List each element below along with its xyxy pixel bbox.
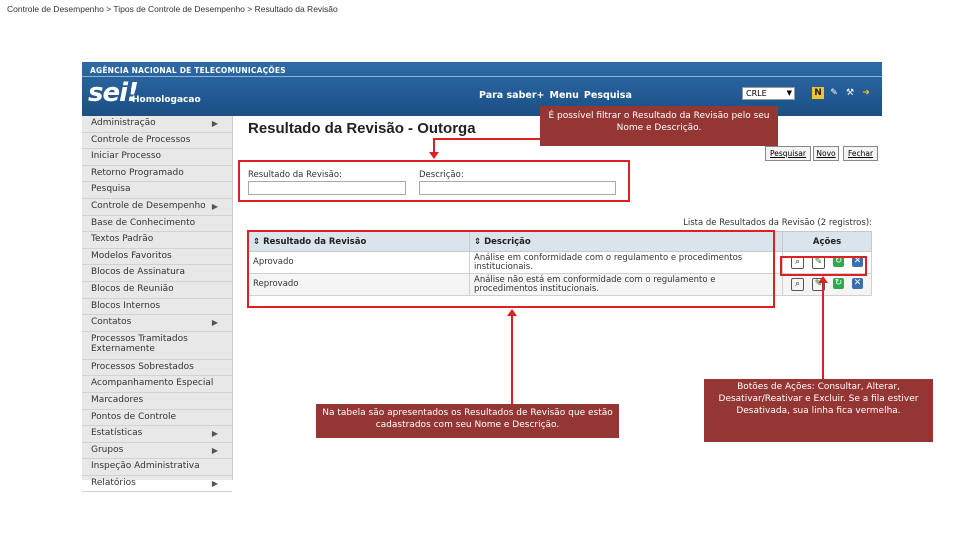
deactivate-icon[interactable]: ↻ xyxy=(834,256,843,266)
sidebar-item-label: Pontos de Controle xyxy=(91,411,177,422)
actions-callout: Botões de Ações: Consultar, Alterar, Desativar/Reativar e Excluir. Se a fila estiver Desativada, sua linha fica vermelha. xyxy=(704,379,933,442)
sidebar-item-label: Base de Conhecimento xyxy=(91,217,196,228)
sidebar-item[interactable] xyxy=(82,149,232,166)
table-callout: Na tabela são apresentados os Resultados de Revisão que estão cadastrados com seu Nome e Descrição. xyxy=(316,404,619,438)
agency-name: AGÊNCIA NACIONAL DE TELECOMUNICAÇÕES xyxy=(90,66,286,75)
sei-logo[interactable]: sei! xyxy=(88,78,138,108)
arrow-up-icon xyxy=(507,309,517,316)
sidebar-item-label: Retorno Programado xyxy=(91,167,184,178)
close-button[interactable]: Fechar xyxy=(843,146,878,161)
sidebar-item-label: Blocos Internos xyxy=(91,300,161,311)
sidebar-item[interactable] xyxy=(82,315,232,332)
chevron-right-icon: ▶ xyxy=(211,429,218,439)
chevron-right-icon: ▶ xyxy=(211,478,218,488)
search-button[interactable]: Pesquisar xyxy=(765,146,811,161)
description-filter-label: Descrição: xyxy=(419,170,464,180)
row-result: Aprovado xyxy=(249,252,470,274)
sidebar-item[interactable] xyxy=(82,116,232,133)
column-header-result[interactable]: ⇕ Resultado da Revisão xyxy=(249,232,470,252)
deactivate-icon[interactable]: ↻ xyxy=(834,278,843,288)
settings-icon[interactable]: ✎ xyxy=(830,88,838,98)
environment-label: Homologacao xyxy=(132,95,201,105)
sidebar-item-label: Controle de Processos xyxy=(91,134,191,145)
sidebar-item[interactable] xyxy=(82,299,232,316)
sidebar-menu xyxy=(82,116,233,488)
link-para-saber[interactable]: Para saber+ xyxy=(479,90,545,101)
sidebar-item[interactable] xyxy=(82,232,232,249)
sidebar-item[interactable] xyxy=(82,182,232,199)
delete-icon[interactable]: ✕ xyxy=(853,278,862,288)
sidebar-item[interactable] xyxy=(82,459,232,476)
row-description: Análise em conformidade com o regulamento e procedimentos institucionais. xyxy=(470,252,783,274)
column-header-description[interactable]: ⇕ Descrição xyxy=(470,232,783,252)
sidebar-item[interactable] xyxy=(82,426,232,443)
edit-icon[interactable]: ✎ xyxy=(812,278,825,291)
sidebar-item[interactable] xyxy=(82,282,232,299)
header-icons xyxy=(812,87,872,99)
sidebar-item[interactable] xyxy=(82,360,232,377)
sidebar-item-label: Textos Padrão xyxy=(91,234,154,245)
unit-select-value: CRLE xyxy=(746,89,767,98)
sidebar-item-label: Blocos de Assinatura xyxy=(91,267,185,278)
sidebar-item-label: Estatísticas xyxy=(91,428,143,439)
sidebar-item-label: Grupos xyxy=(91,444,124,455)
sidebar-item-label: Pesquisa xyxy=(91,184,131,195)
notification-icon[interactable]: N xyxy=(812,87,824,99)
user-icon[interactable]: ⚒ xyxy=(845,88,855,98)
page-title: Resultado da Revisão - Outorga xyxy=(248,120,476,137)
row-description: Análise não está em conformidade com o regulamento e procedimentos institucionais. xyxy=(470,274,783,296)
sidebar-item[interactable] xyxy=(82,393,232,410)
arrow-down-icon xyxy=(429,152,439,159)
chevron-right-icon: ▶ xyxy=(211,119,218,128)
chevron-right-icon: ▶ xyxy=(211,445,218,455)
sidebar-item[interactable] xyxy=(82,133,232,150)
chevron-right-icon: ▶ xyxy=(211,318,218,328)
sidebar-item[interactable] xyxy=(82,476,232,493)
sidebar-item-label: Marcadores xyxy=(91,394,144,405)
link-menu[interactable]: Menu xyxy=(549,90,579,101)
chevron-right-icon: ▶ xyxy=(211,201,218,211)
actions-highlight-box xyxy=(780,256,867,276)
chevron-down-icon: ▼ xyxy=(786,89,792,97)
sidebar-item[interactable] xyxy=(82,166,232,183)
sidebar-item-label: Modelos Favoritos xyxy=(91,250,172,261)
sidebar-item[interactable] xyxy=(82,216,232,233)
sidebar-item-label: Processos Sobrestados xyxy=(91,361,194,372)
filter-connector-vertical xyxy=(433,138,435,152)
sidebar-item[interactable] xyxy=(82,443,232,460)
sidebar-item-label: Acompanhamento Especial xyxy=(91,378,214,389)
view-icon[interactable]: ⌕ xyxy=(791,278,804,291)
arrow-up-icon xyxy=(818,276,828,283)
filter-highlight-box xyxy=(238,160,630,202)
column-header-actions: Ações xyxy=(783,232,872,252)
sidebar-item-label: Processos Tramitados Externamente xyxy=(91,333,188,354)
table-highlight-box xyxy=(247,230,775,308)
result-filter-label: Resultado da Revisão: xyxy=(248,170,342,180)
view-icon[interactable]: ⌕ xyxy=(791,256,804,269)
sidebar-item[interactable] xyxy=(82,332,232,360)
sidebar-item-label: Contatos xyxy=(91,317,132,328)
unit-select[interactable] xyxy=(742,87,795,100)
sidebar-item-label: Blocos de Reunião xyxy=(91,283,174,294)
new-button[interactable]: Novo xyxy=(813,146,839,161)
table-connector-vertical xyxy=(511,316,513,404)
link-pesquisa[interactable]: Pesquisa xyxy=(583,90,632,101)
actions-connector-vertical xyxy=(822,283,824,379)
sidebar-item-label: Controle de Desempenho xyxy=(91,200,206,211)
sidebar-item-label: Relatórios xyxy=(91,477,136,488)
header-links xyxy=(479,90,632,101)
breadcrumb: Controle de Desempenho > Tipos de Controle de Desempenho > Resultado da Revisão xyxy=(7,4,338,14)
sidebar-item[interactable] xyxy=(82,410,232,427)
sidebar-item[interactable] xyxy=(82,249,232,266)
filter-callout: É possível filtrar o Resultado da Revisão pelo seu Nome e Descrição. xyxy=(540,106,778,146)
sidebar-item[interactable] xyxy=(82,265,232,282)
sidebar-item-label: Administração xyxy=(91,118,156,128)
sidebar-item[interactable] xyxy=(82,199,232,216)
edit-icon[interactable]: ✎ xyxy=(812,256,825,269)
filter-connector-horizontal xyxy=(433,138,540,140)
delete-icon[interactable]: ✕ xyxy=(853,256,862,266)
list-caption: Lista de Resultados da Revisão (2 registros): xyxy=(683,218,872,228)
sidebar-item-label: Iniciar Processo xyxy=(91,151,162,162)
sidebar-item-label: Inspeção Administrativa xyxy=(91,461,200,472)
logout-icon[interactable]: ➜ xyxy=(862,88,870,98)
header-divider xyxy=(82,76,882,77)
sidebar-item[interactable] xyxy=(82,376,232,393)
row-result: Reprovado xyxy=(249,274,470,296)
